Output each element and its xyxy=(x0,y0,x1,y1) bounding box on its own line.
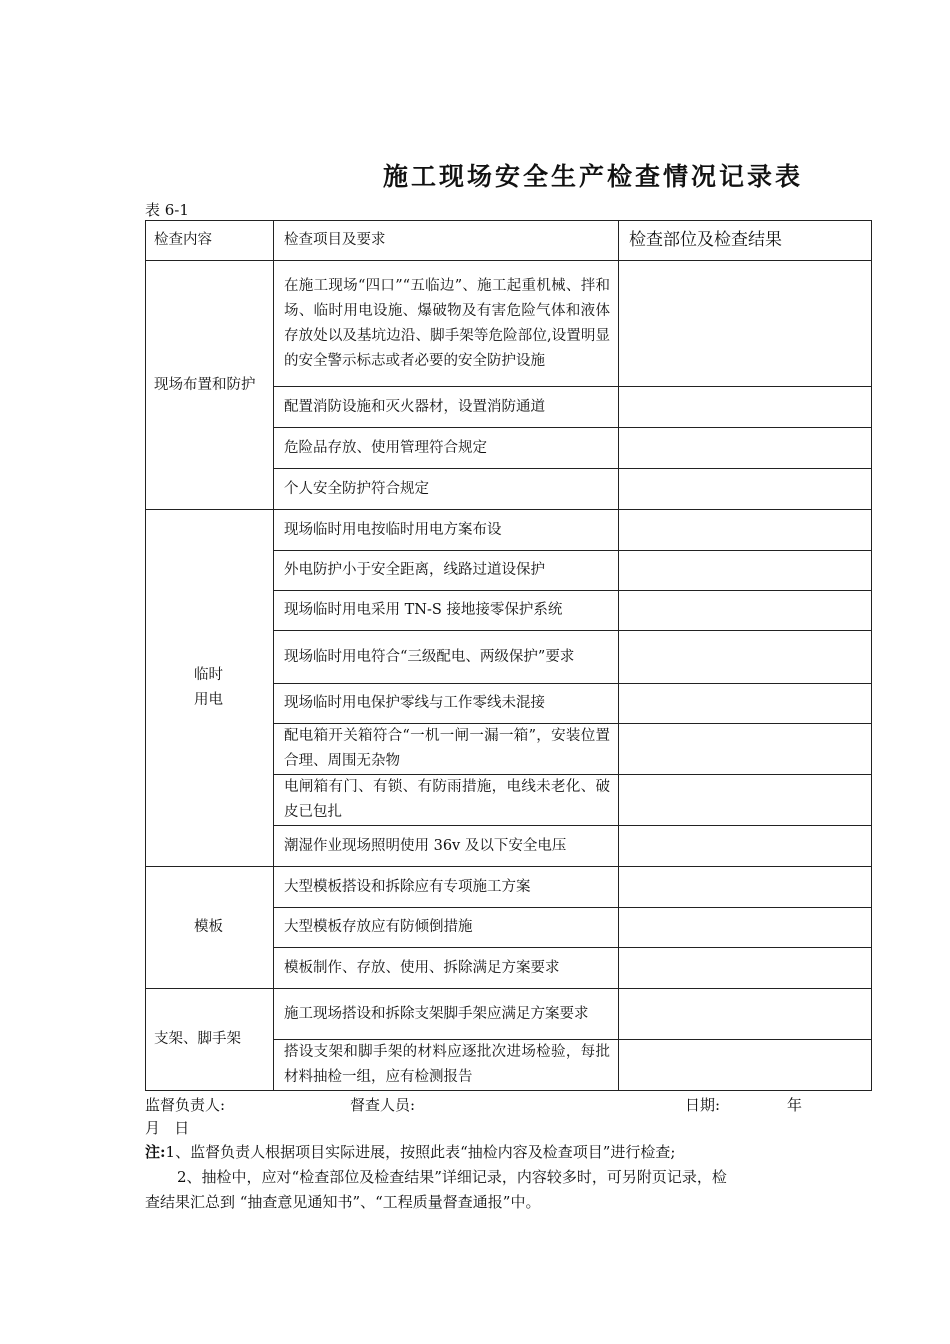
header-check-result: 检查部位及检查结果 xyxy=(619,221,872,261)
header-check-content: 检查内容 xyxy=(146,221,274,261)
check-item: 配置消防设施和灭火器材，设置消防通道 xyxy=(274,387,619,428)
table-row xyxy=(146,261,872,387)
result-cell[interactable] xyxy=(619,1040,872,1091)
category-line-1: 临时 xyxy=(194,667,223,683)
header-check-items: 检查项目及要求 xyxy=(274,221,619,261)
note-prefix: 注: xyxy=(145,1143,166,1161)
check-item: 现场临时用电采用 TN-S 接地接零保护系统 xyxy=(274,591,619,631)
result-cell[interactable] xyxy=(619,631,872,684)
check-item: 施工现场搭设和拆除支架脚手架应满足方案要求 xyxy=(274,989,619,1040)
check-item: 配电箱开关箱符合“一机一闸一漏一箱”，安装位置合理、周围无杂物 xyxy=(274,724,619,775)
note-1 xyxy=(145,1141,675,1162)
check-item: 搭设支架和脚手架的材料应逐批次进场检验，每批材料抽检一组，应有检测报告 xyxy=(274,1040,619,1091)
result-cell[interactable] xyxy=(619,551,872,591)
category-line-2: 用电 xyxy=(194,692,223,708)
date-label: 日期: xyxy=(685,1096,721,1114)
result-cell[interactable] xyxy=(619,387,872,428)
category-scaffolding: 支架、脚手架 xyxy=(146,989,274,1091)
category-temporary-power xyxy=(146,510,274,867)
result-cell[interactable] xyxy=(619,428,872,469)
result-cell[interactable] xyxy=(619,724,872,775)
check-item: 现场临时用电按临时用电方案布设 xyxy=(274,510,619,551)
table-number: 表 6-1 xyxy=(145,201,189,219)
table-row xyxy=(146,867,872,908)
result-cell[interactable] xyxy=(619,775,872,826)
result-cell[interactable] xyxy=(619,908,872,948)
table-row xyxy=(146,510,872,551)
result-cell[interactable] xyxy=(619,826,872,867)
date-year: 年 xyxy=(787,1096,803,1114)
result-cell[interactable] xyxy=(619,261,872,387)
result-cell[interactable] xyxy=(619,684,872,724)
result-cell[interactable] xyxy=(619,510,872,551)
check-item: 大型模板存放应有防倾倒措施 xyxy=(274,908,619,948)
date-month-day: 月 日 xyxy=(145,1119,190,1137)
result-cell[interactable] xyxy=(619,867,872,908)
document-title: 施工现场安全生产检查情况记录表 xyxy=(383,162,804,191)
result-cell[interactable] xyxy=(619,948,872,989)
check-item: 现场临时用电符合“三级配电、两级保护”要求 xyxy=(274,631,619,684)
check-item: 个人安全防护符合规定 xyxy=(274,469,619,510)
check-item: 危险品存放、使用管理符合规定 xyxy=(274,428,619,469)
table-row xyxy=(146,989,872,1040)
check-item: 潮湿作业现场照明使用 36v 及以下安全电压 xyxy=(274,826,619,867)
inspector-label: 督查人员: xyxy=(350,1096,416,1114)
check-item: 外电防护小于安全距离，线路过道设保护 xyxy=(274,551,619,591)
check-item: 现场临时用电保护零线与工作零线未混接 xyxy=(274,684,619,724)
check-item: 在施工现场“四口”“五临边”、施工起重机械、拌和场、临时用电设施、爆破物及有害危险气体和液体存放处以及基坑边沿、脚手架等危险部位,设置明显的安全警示标志或者必要的安全防护设施 xyxy=(274,261,619,387)
note-2: 2、抽检中，应对“检查部位及检查结果”详细记录，内容较多时，可另附页记录，检 xyxy=(177,1168,727,1186)
supervisor-label: 监督负责人: xyxy=(145,1096,226,1114)
category-formwork: 模板 xyxy=(146,867,274,989)
check-item: 模板制作、存放、使用、拆除满足方案要求 xyxy=(274,948,619,989)
result-cell[interactable] xyxy=(619,469,872,510)
result-cell[interactable] xyxy=(619,989,872,1040)
inspection-table xyxy=(145,220,872,1091)
check-item: 大型模板搭设和拆除应有专项施工方案 xyxy=(274,867,619,908)
category-site-layout: 现场布置和防护 xyxy=(146,261,274,510)
check-item: 电闸箱有门、有锁、有防雨措施，电线未老化、破皮已包扎 xyxy=(274,775,619,826)
note-3: 查结果汇总到 “抽查意见通知书”、“工程质量督查通报”中。 xyxy=(145,1193,541,1211)
result-cell[interactable] xyxy=(619,591,872,631)
note-1-text: 1、监督负责人根据项目实际进展，按照此表“抽检内容及检查项目”进行检查; xyxy=(165,1143,676,1161)
table-header-row xyxy=(146,221,872,261)
